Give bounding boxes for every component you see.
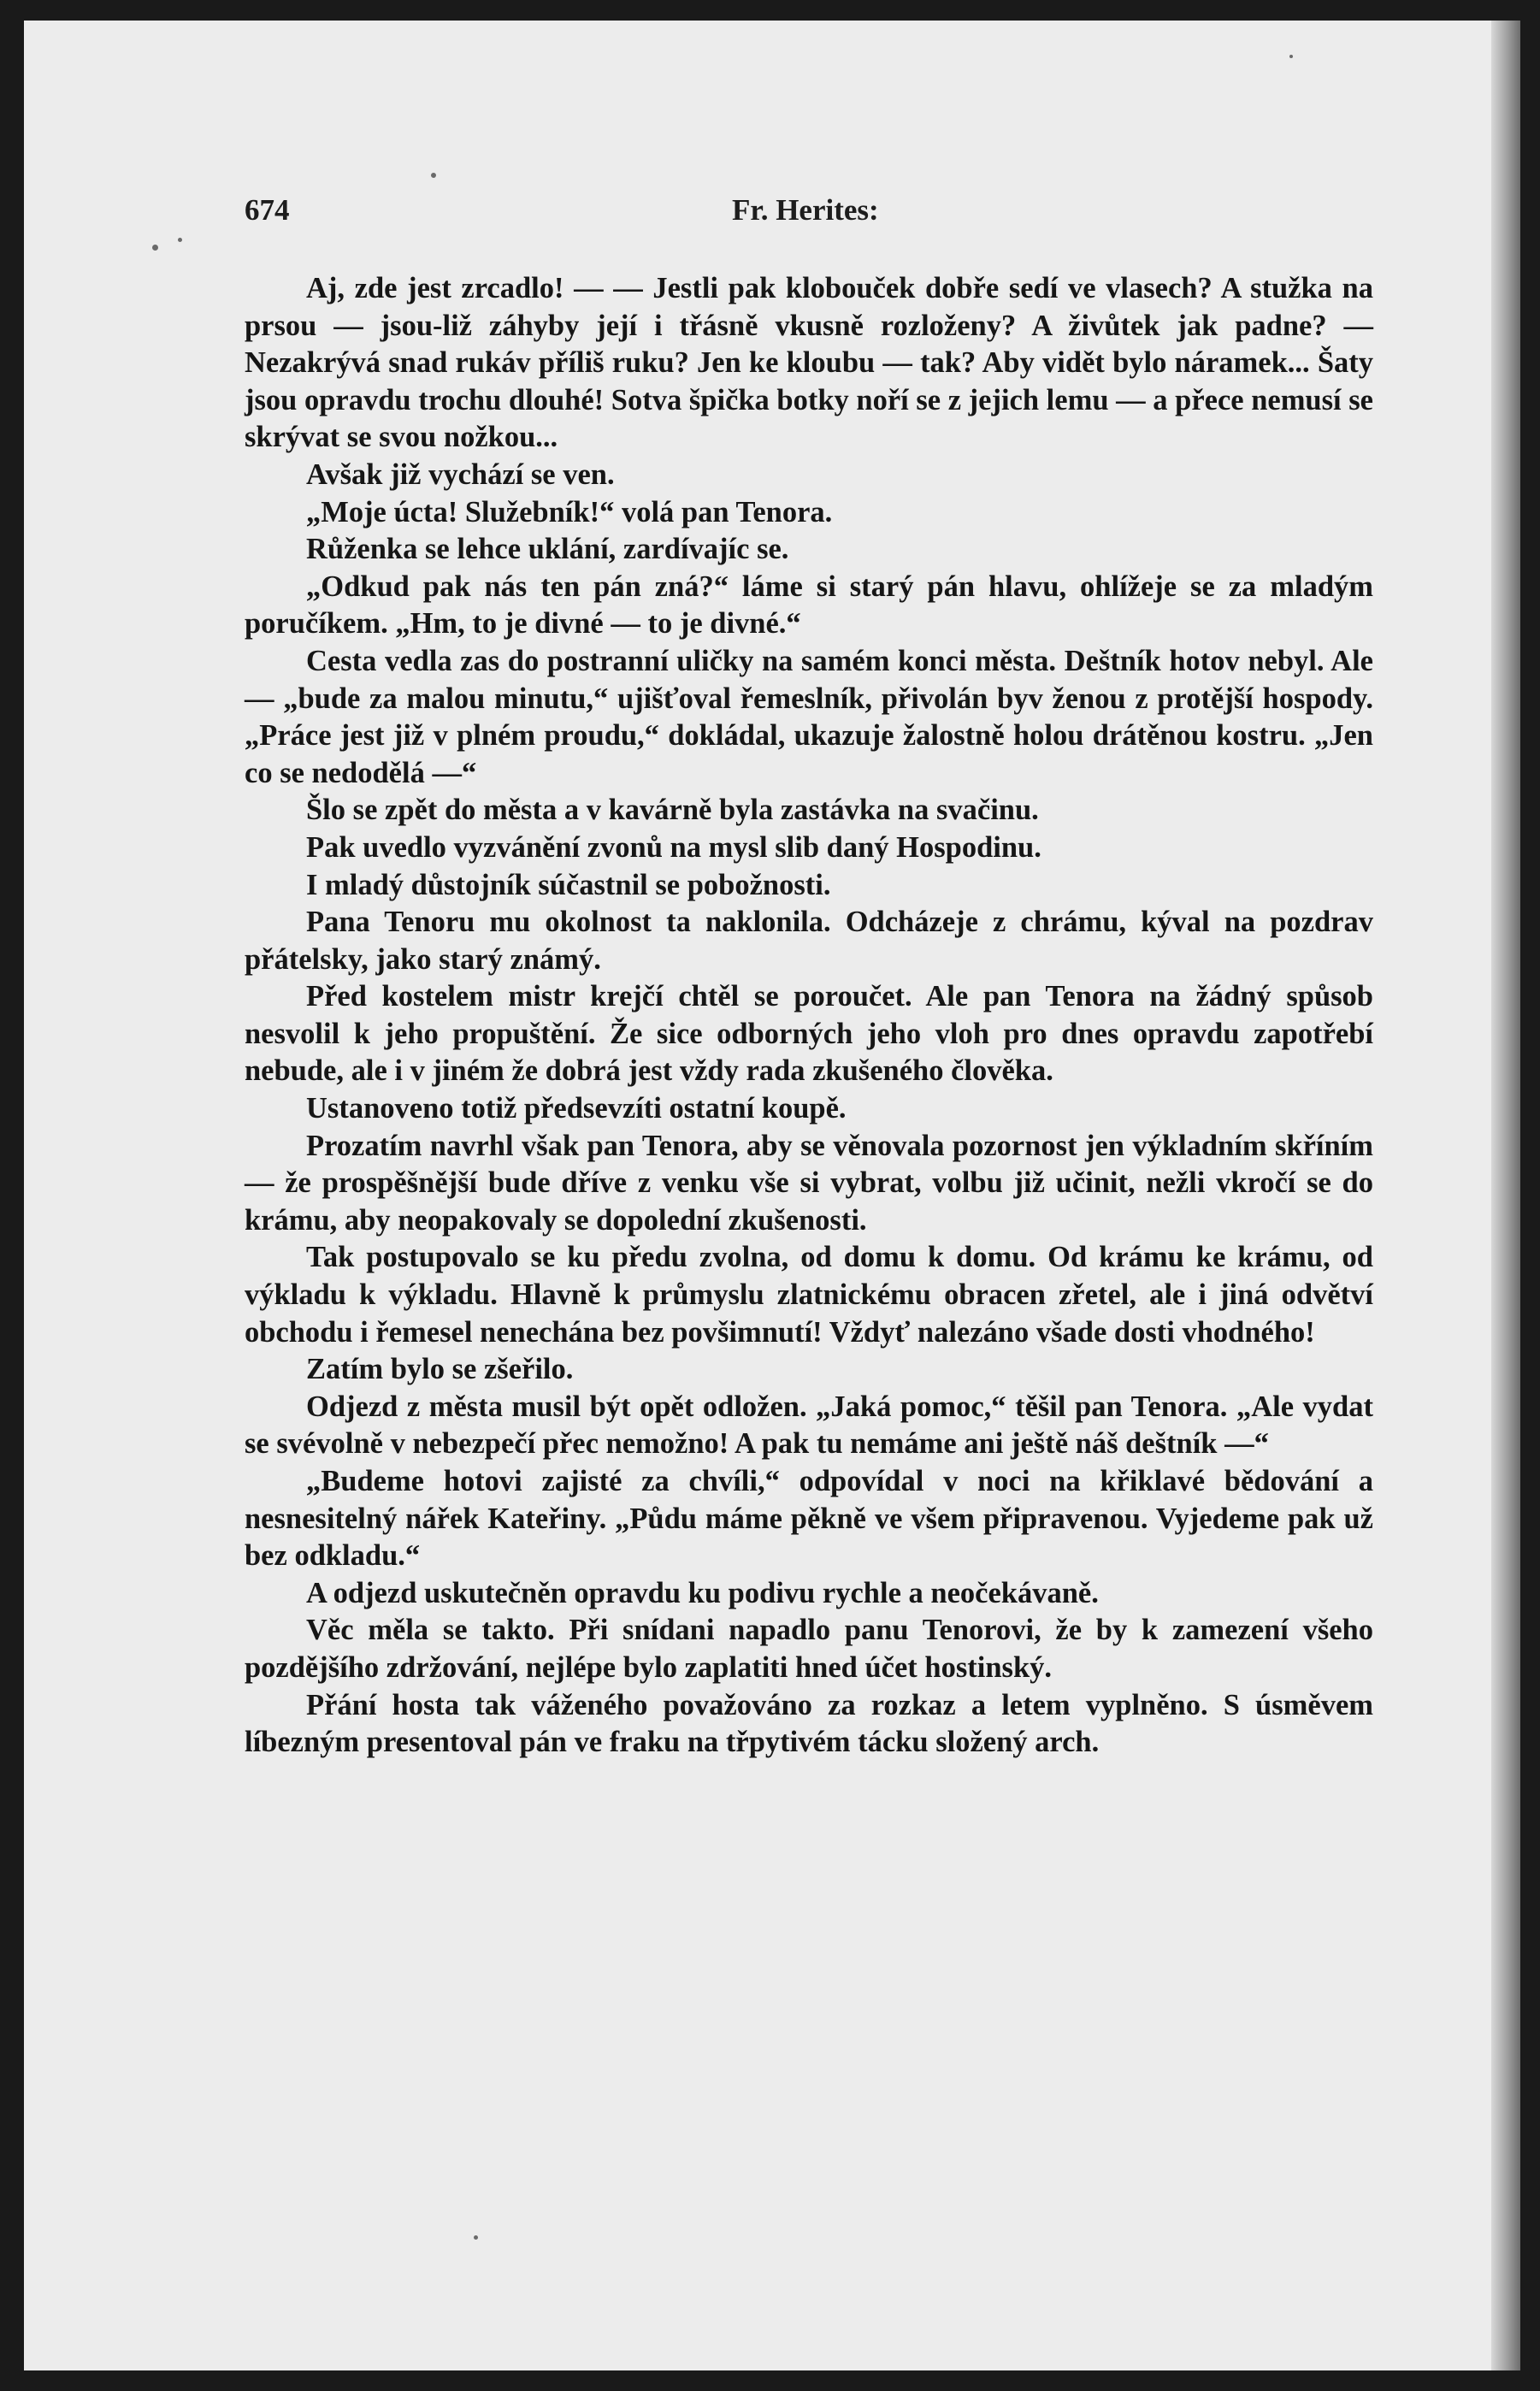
page-number: 674 (245, 193, 290, 227)
paragraph: Pana Tenoru mu okolnost ta naklonila. Odcházeje z chrámu, kýval na pozdrav přátelsky, jako starý známý. (245, 906, 1373, 976)
paragraph: I mladý důstojník súčastnil se pobožnosti. (306, 868, 831, 901)
paragraph: Tak postupovalo se ku předu zvolna, od domu k domu. Od krámu ke krámu, od výkladu k výkladu. Hlavně k průmyslu zlatnickému obracen zřetel, ale i jiná odvětví obchodu i řemesel nenechána bez povšimnutí! Vždyť nalezáno všade dosti vhodného! (245, 1241, 1373, 1349)
print-speck (152, 245, 158, 251)
paragraph: Aj, zde jest zrcadlo! — — Jestli pak klobouček dobře sedí ve vlasech? A stužka na prsou — jsou-liž záhyby její i třásně vkusně rozloženy? A živůtek jak padne? — Nezakrývá snad rukáv příliš ruku? Jen ke kloubu — tak? Aby vidět bylo náramek... Šaty jsou opravdu trochu dlouhé! Sotva špička botky noří se z jejich lemu — a přece nemusí se skrývat se svou nožkou... (245, 272, 1373, 454)
paragraph: Odjezd z města musil být opět odložen. „Jaká pomoc,“ těšil pan Tenora. „Ale vydat se svévolně v nebezpečí přec nemožno! A pak tu nemáme ani ještě náš deštník —“ (245, 1390, 1373, 1461)
paragraph: „Odkud pak nás ten pán zná?“ láme si starý pán hlavu, ohlížeje se za mladým poručíkem. „Hm, to je divné — to je divné.“ (245, 570, 1373, 641)
paragraph: Cesta vedla zas do postranní uličky na samém konci města. Deštník hotov nebyl. Ale — „bude za malou minutu,“ ujišťoval řemeslník, přivolán byv ženou z protější hospody. „Práce jest již v plném proudu,“ dokládal, ukazuje žalostně holou drátěnou kostru. „Jen co se nedodělá —“ (245, 644, 1373, 789)
page-edge-shadow (1491, 21, 1520, 2370)
print-speck (178, 238, 182, 242)
print-speck (1289, 55, 1293, 58)
paragraph: „Moje úcta! Služebník!“ volá pan Tenora. (306, 495, 833, 528)
paragraph: Šlo se zpět do města a v kavárně byla zastávka na svačinu. (306, 794, 1039, 827)
print-speck (474, 2235, 478, 2240)
paragraph: Zatím bylo se zšeřilo. (306, 1353, 574, 1386)
paragraph: Přání hosta tak váženého považováno za rozkaz a letem vyplněno. S úsměvem líbezným presentoval pán ve fraku na třpytivém tácku složený arch. (245, 1688, 1373, 1759)
paragraph: Věc měla se takto. Při snídani napadlo panu Tenorovi, že by k zamezení všeho pozdějšího zdržování, nejlépe bylo zaplatiti hned účet hostinský. (245, 1614, 1373, 1684)
paragraph: Růženka se lehce uklání, zardívajíc se. (306, 533, 789, 566)
running-head: Fr. Herites: (732, 193, 879, 227)
paragraph: „Budeme hotovi zajisté za chvíli,“ odpovídal v noci na křiklavé bědování a nesnesitelný nářek Kateřiny. „Půdu máme pěkně ve všem připravenou. Vyjedeme pak už bez odkladu.“ (245, 1465, 1373, 1573)
body-text (245, 270, 1373, 1762)
paragraph: Pak uvedlo vyzvánění zvonů na mysl slib daný Hospodinu. (306, 830, 1041, 864)
paragraph: Prozatím navrhl však pan Tenora, aby se věnovala pozornost jen výkladním skříním — že prospěšnější bude dříve z venku vše si vybrat, volbu již učinit, nežli vkročí se do krámu, aby neopakovaly se dopolední zkušenosti. (245, 1129, 1373, 1237)
paragraph: Před kostelem mistr krejčí chtěl se poroučet. Ale pan Tenora na žádný spůsob nesvolil k jeho propuštění. Že sice odborných jeho vloh pro dnes opravdu zapotřebí nebude, ale i v jiném že dobrá jest vždy rada zkušeného člověka. (245, 980, 1373, 1088)
paragraph: A odjezd uskutečněn opravdu ku podivu rychle a neočekávaně. (306, 1576, 1099, 1609)
page-header (245, 193, 1373, 236)
paragraph: Ustanoveno totiž předsevzíti ostatní koupě. (306, 1092, 847, 1125)
print-speck (431, 173, 436, 178)
book-page (24, 21, 1520, 2370)
paragraph: Avšak již vychází se ven. (306, 458, 615, 491)
